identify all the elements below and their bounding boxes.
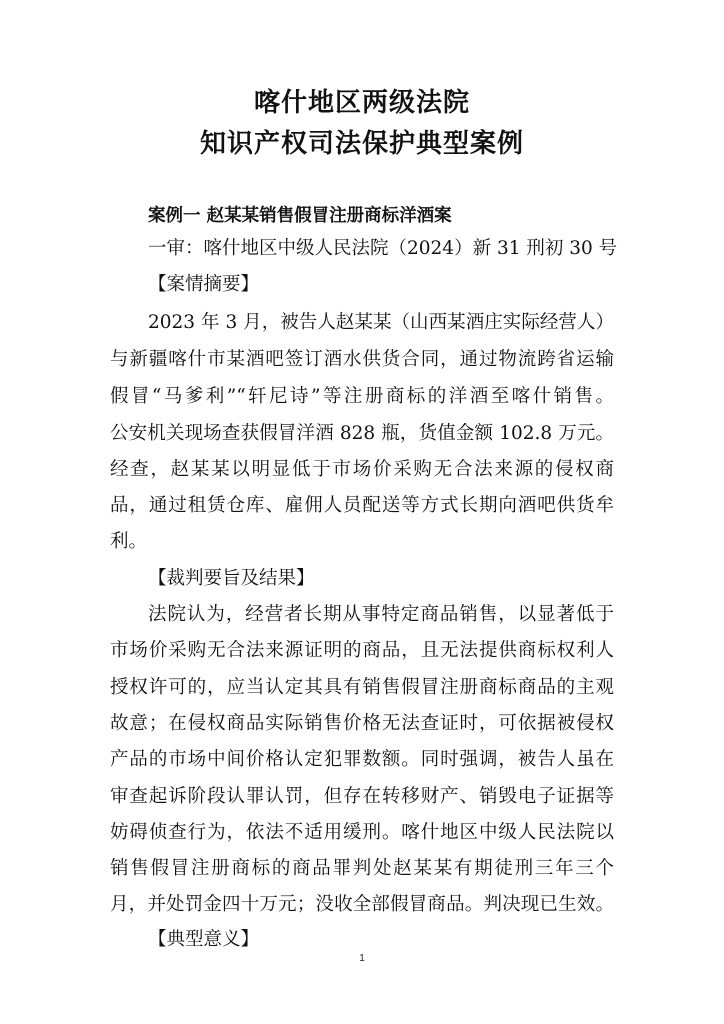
paragraph-line: 销售假冒注册商标的商品罪判处赵某某有期徒刑三年三个 (110, 858, 614, 879)
paragraph-line: 产品的市场中间价格认定犯罪数额。同时强调，被告人虽在 (110, 749, 614, 770)
page-number: 1 (359, 953, 365, 964)
paragraph-line: 授权许可的，应当认定其具有销售假冒注册商标商品的主观 (110, 677, 614, 698)
paragraph-line: 经查，赵某某以明显低于市场价采购无合法来源的侵权商 (110, 459, 614, 480)
section-heading-significance: 【典型意义】 (148, 929, 260, 950)
document-title-line-2: 知识产权司法保护典型案例 (199, 129, 524, 159)
paragraph-line: 市场价采购无合法来源证明的商品，且无法提供商标权利人 (110, 640, 614, 661)
paragraph-line: 妨碍侦查行为，依法不适用缓刑。喀什地区中级人民法院以 (110, 822, 614, 843)
case-reference: 一审：喀什地区中级人民法院（2024）新 31 刑初 30 号 (148, 238, 618, 259)
paragraph-line: 假冒“马爹利”“轩尼诗”等注册商标的洋酒至喀什销售。 (110, 386, 614, 407)
paragraph-line: 审查起诉阶段认罪认罚，但存在转移财产、销毁电子证据等 (110, 786, 614, 807)
paragraph-line: 法院认为，经营者长期从事特定商品销售，以显著低于 (148, 604, 614, 625)
document-title-line-1: 喀什地区两级法院 (253, 88, 470, 118)
paragraph-line: 故意；在侵权商品实际销售价格无法查证时，可依据被侵权 (110, 713, 614, 734)
case-heading: 案例一 赵某某销售假冒注册商标洋酒案 (148, 206, 452, 226)
paragraph-line: 公安机关现场查获假冒洋酒 828 瓶，货值金额 102.8 万元。 (110, 423, 614, 444)
paragraph-line: 月，并处罚金四十万元；没收全部假冒商品。判决现已生效。 (110, 894, 614, 915)
section-heading-summary: 【案情摘要】 (148, 274, 260, 295)
paragraph-line: 品，通过租赁仓库、雇佣人员配送等方式长期向酒吧供货牟 (110, 495, 614, 516)
paragraph-line: 利。 (110, 531, 148, 552)
paragraph-line: 2023 年 3 月，被告人赵某某（山西某酒庄实际经营人） (148, 312, 614, 333)
section-heading-judgment: 【裁判要旨及结果】 (148, 568, 315, 589)
paragraph-line: 与新疆喀什市某酒吧签订酒水供货合同，通过物流跨省运输 (110, 349, 614, 370)
